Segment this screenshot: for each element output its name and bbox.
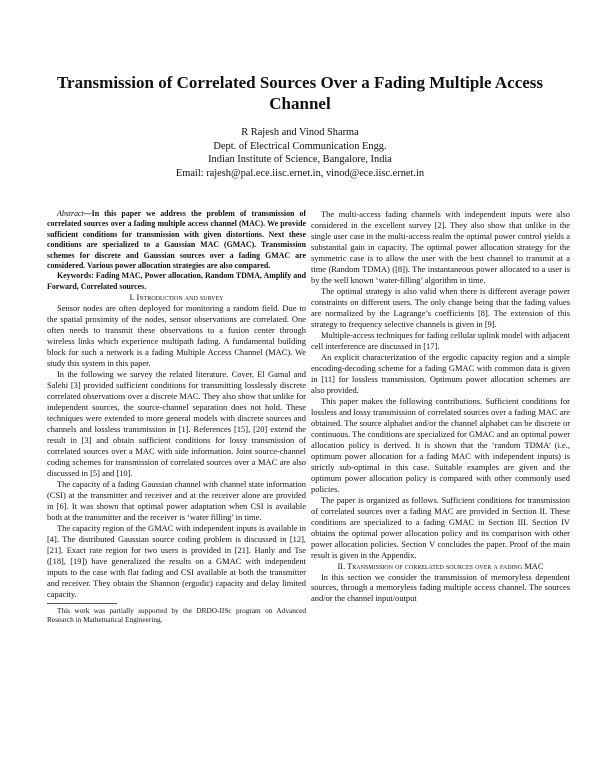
affiliation-institute: Indian Institute of Science, Bangalore, India [208,154,392,166]
body-paragraph: The optimal strategy is also valid when there is different average power constraints on different users. The only change being that the fading values are normalized by the Lagrange’s coefficients [8]. The extension of this strategy to frequency selective channels is given in [9]. [311,285,570,329]
body-paragraph: The capacity of a fading Gaussian channel with channel state information (CSI) at the transmitter and receiver and at the receiver alone are provided in [6]. It was shown that optimal power adaptation when CSI is available both at the transmitter and the receiver is ‘water filling’ in time. [47,479,306,522]
footnote-divider [47,603,117,604]
abstract-label: Abstract [57,209,84,218]
body-paragraph: The paper is organized as follows. Sufficient conditions for transmission of correlated sources over a fading MAC are provided in Section II. These conditions are specialized to a fading GMAC in Section III. Section IV obtains the optimal power allocation policy and its comparison with other power allocation policies. Section V concludes the paper. Proof of the main result is given in the Appendix. [311,494,570,560]
paper-title: Transmission of Correlated Sources Over a Fading Multiple Access Channel [56,73,544,113]
body-paragraph: An explicit characterization of the ergodic capacity region and a simple encoding-decoding scheme for a fading GMAC with common data is given in [11] for lossless transmission. Optimum power allocation schemes are also provided. [311,351,570,395]
left-column [47,209,306,769]
body-paragraph: Multiple-access techniques for fading cellular uplink model with adjacent cell interference are discussed in [17]. [311,329,570,351]
abstract-text: —In this paper we address the problem of transmission of correlated sources over a fading multiple access channel (MAC). We provide sufficient conditions for transmission with given distortions. Next these conditions are specialized to a Gaussian MAC (GMAC). Transmission schemes for discrete and Gaussian sources over a fading GMAC are considered. Various power allocation strategies are also compared. [47,209,306,271]
affiliation-dept: Dept. of Electrical Communication Engg. [213,140,387,152]
footnote: This work was partially supported by the DRDO-IISc program on Advanced Research in Mathematical Engineering. [47,605,306,625]
author-names: R Rajesh and Vinod Sharma [241,127,359,138]
body-paragraph: In the following we survey the related literature. Cover, El Gamal and Salehi [3] provided sufficient conditions for transmitting losslessly discrete correlated observations over a discrete MAC. They also show that unlike for independent sources, the source-channel separation does not hold. These techniques were extended to more general models with discrete sources and channels and lossless transmission in [1]. References [15], [20] extend the result in [3] and obtain sufficient conditions for lossy transmission of correlated sources over a MAC with side information. Joint source-channel coding schemes for transmission of correlated sources over a MAC are also discussed in [5] and [10]. [47,369,306,479]
author-block [100,126,500,180]
abstract [47,209,306,271]
right-column [311,209,570,769]
body-paragraph: The capacity region of the GMAC with independent inputs is available in [4]. The distributed Gaussian source coding problem is discussed in [12], [21]. Exact rate region for two users is provided in [21]. Hanly and Tse ([18], [19]) have generalized the results on a GMAC with independent inputs to the case with flat fading and CSI available at both the transmitter and receiver. They obtain the Shannon (ergodic) capacity and delay limited capacity. [47,522,306,599]
section-heading-2: II. Transmission of correlated sources over a fading MAC [337,560,544,571]
keywords: Keywords: Fading MAC, Power allocation, Random TDMA, Amplify and Forward, Correlated sources. [47,271,306,291]
body-paragraph: The multi-access fading channels with independent inputs were also considered in the excellent survey [2]. They also show that unlike in the single user case in the multi-access realm the optimal power control yields a substantial gain in capacity. The optimal power allocation strategy for the symmetric case is to allow the user with the best channel to transmit at a time (Random TDMA) ([8]). The instantaneous power allocated to a user is by the well known ‘water-filling’ algorithm in time. [311,209,570,285]
section-heading-introduction: I. Introduction and survey [129,292,224,303]
body-paragraph: Sensor nodes are often deployed for monitoring a random field. Due to the spatial proximity of the nodes, sensor observations are correlated. One often needs to transmit these observations to a fusion center through wireless links which experience multipath fading. A fundamental building block for such a network is a fading Multiple Access Channel (MAC). We study this system in this paper. [47,303,306,369]
author-email: Email: rajesh@pal.ece.iisc.ernet.in, vinod@ece.iisc.ernet.in [175,167,425,179]
body-paragraph: In this section we consider the transmission of memoryless dependent sources, through a memoryless fading multiple access channel. The sources and/or the channel input/output [311,571,570,604]
body-paragraph: This paper makes the following contributions. Sufficient conditions for lossless and lossy transmission of correlated sources over a fading MAC are obtained. The source alphabet and/or the channel alphabet can be discrete or continuous. The conditions are specialized for GMAC and an optimal power allocation policy is derived. It is shown that the ‘random TDMA’ (i.e., optimum power allocation for a fading MAC with independent inputs) is strictly sub-optimal in this case. Suitable examples are given and the optimum power allocation policy is compared with other commonly used policies. [311,395,570,494]
